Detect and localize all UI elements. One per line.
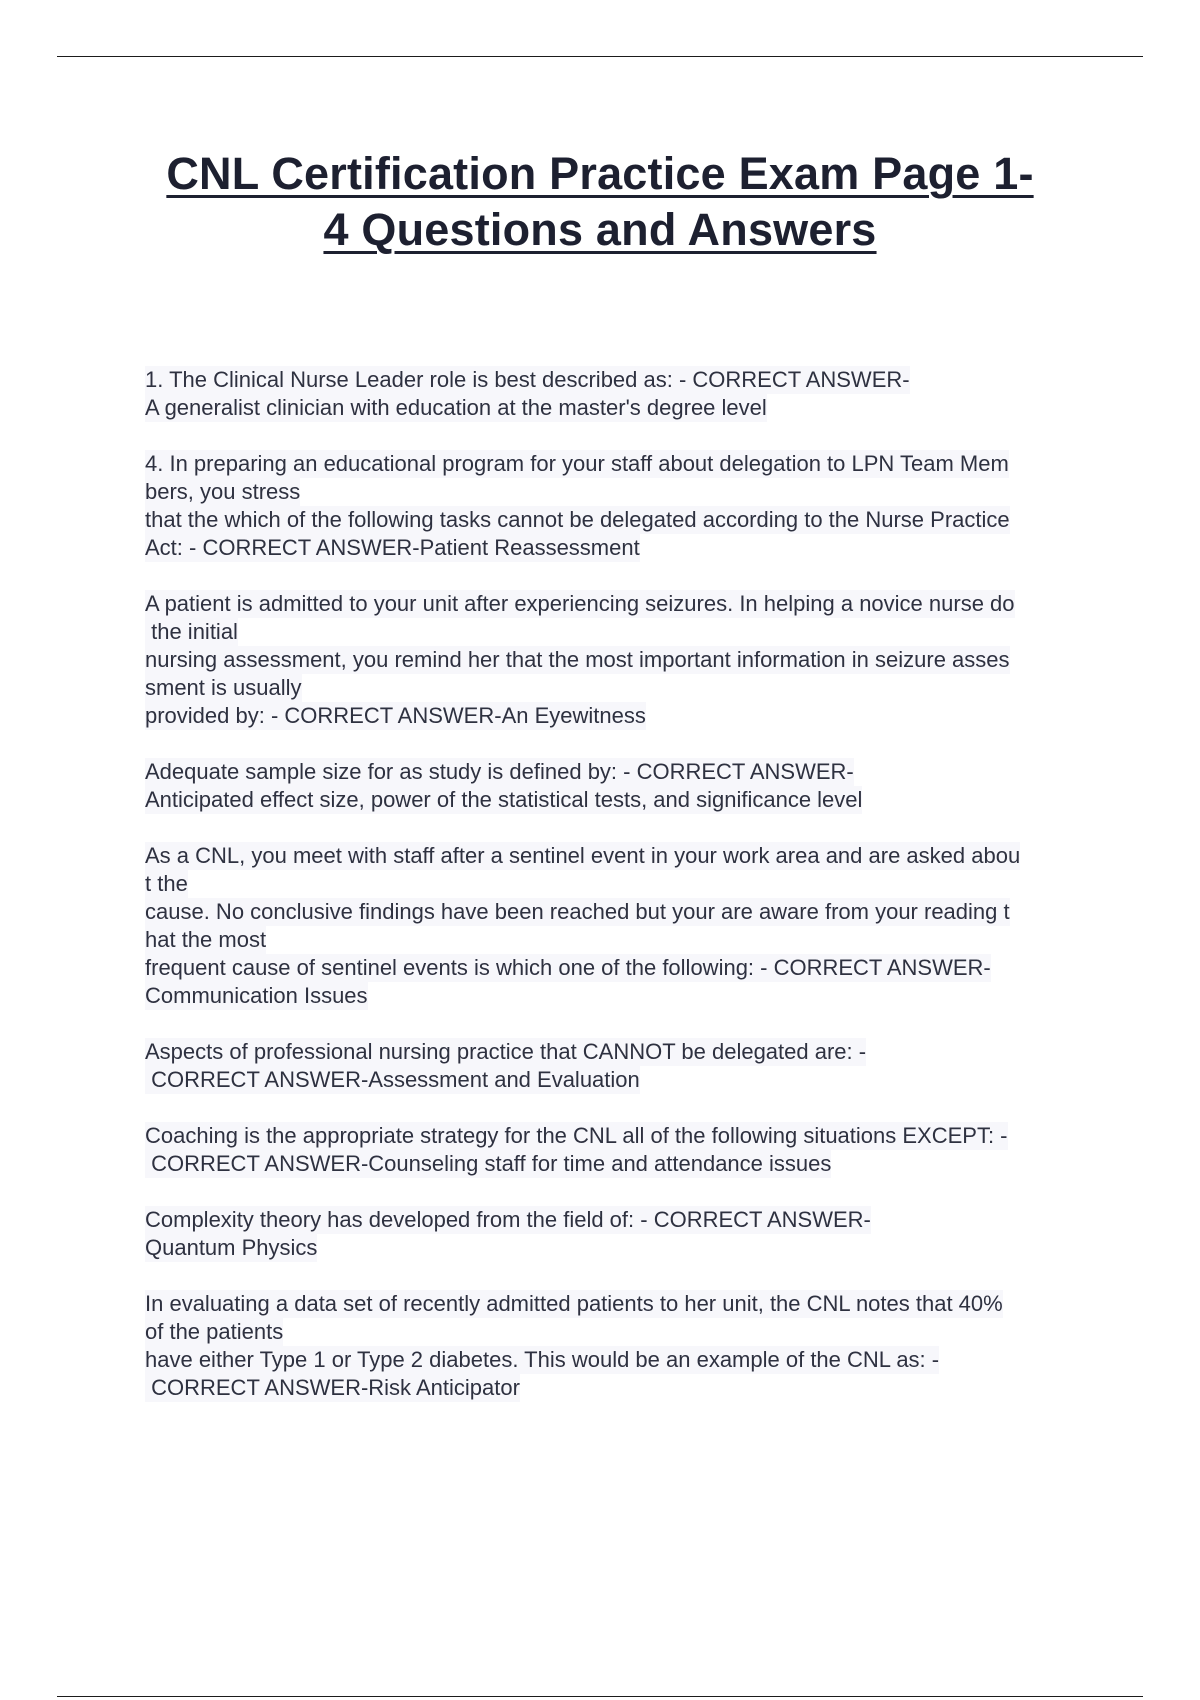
qa-item	[145, 366, 1095, 422]
qa-text-line: that the which of the following tasks cannot be delegated according to the Nurse Practice	[145, 507, 1010, 532]
qa-item	[145, 1038, 1095, 1094]
qa-text-line: of the patients	[145, 1319, 284, 1344]
qa-text-line: t the	[145, 871, 188, 896]
qa-text-line: frequent cause of sentinel events is which one of the following: - CORRECT ANSWER-	[145, 955, 991, 980]
qa-item	[145, 842, 1095, 1010]
qa-item	[145, 450, 1095, 562]
top-rule	[57, 56, 1143, 57]
qa-text-line: the initial	[145, 619, 238, 644]
qa-text-line: Act: - CORRECT ANSWER-Patient Reassessment	[145, 535, 640, 560]
document-title	[60, 146, 1140, 258]
qa-text-line: Adequate sample size for as study is defined by: - CORRECT ANSWER-	[145, 759, 854, 784]
title-line	[60, 202, 1140, 258]
qa-item	[145, 1206, 1095, 1262]
qa-text-line: bers, you stress	[145, 479, 301, 504]
qa-text-line: Complexity theory has developed from the field of: - CORRECT ANSWER-	[145, 1207, 871, 1232]
title-line-1: CNL Certification Practice Exam Page 1-	[166, 148, 1034, 199]
qa-text-line: Aspects of professional nursing practice that CANNOT be delegated are: -	[145, 1039, 867, 1064]
qa-text-line: nursing assessment, you remind her that the most important information in seizure asses	[145, 647, 1010, 672]
qa-text-line: 4. In preparing an educational program for your staff about delegation to LPN Team Mem	[145, 451, 1009, 476]
qa-text-line: Coaching is the appropriate strategy for the CNL all of the following situations EXCEPT: -	[145, 1123, 1008, 1148]
qa-text-line: 1. The Clinical Nurse Leader role is best described as: - CORRECT ANSWER-	[145, 367, 910, 392]
qa-text-line: Communication Issues	[145, 983, 368, 1008]
qa-text-line: Anticipated effect size, power of the statistical tests, and significance level	[145, 787, 863, 812]
title-line-2: 4 Questions and Answers	[323, 204, 877, 255]
qa-list	[145, 366, 1095, 1430]
qa-text-line: cause. No conclusive findings have been reached but your are aware from your reading t	[145, 899, 1010, 924]
qa-text-line: sment is usually	[145, 675, 302, 700]
qa-text-line: In evaluating a data set of recently admitted patients to her unit, the CNL notes that 40%	[145, 1291, 1003, 1316]
title-line	[60, 146, 1140, 202]
qa-item	[145, 590, 1095, 730]
qa-text-line: A patient is admitted to your unit after experiencing seizures. In helping a novice nurse do	[145, 591, 1015, 616]
qa-text-line: CORRECT ANSWER-Counseling staff for time and attendance issues	[145, 1151, 832, 1176]
qa-text-line: Quantum Physics	[145, 1235, 318, 1260]
qa-text-line: CORRECT ANSWER-Assessment and Evaluation	[145, 1067, 640, 1092]
bottom-rule	[57, 1696, 1143, 1697]
qa-text-line: provided by: - CORRECT ANSWER-An Eyewitness	[145, 703, 646, 728]
qa-text-line: CORRECT ANSWER-Risk Anticipator	[145, 1375, 520, 1400]
qa-item	[145, 1290, 1095, 1402]
qa-item	[145, 758, 1095, 814]
qa-text-line: have either Type 1 or Type 2 diabetes. This would be an example of the CNL as: -	[145, 1347, 940, 1372]
qa-text-line: As a CNL, you meet with staff after a sentinel event in your work area and are asked abou	[145, 843, 1021, 868]
qa-item	[145, 1122, 1095, 1178]
qa-text-line: A generalist clinician with education at the master's degree level	[145, 395, 767, 420]
qa-text-line: hat the most	[145, 927, 267, 952]
